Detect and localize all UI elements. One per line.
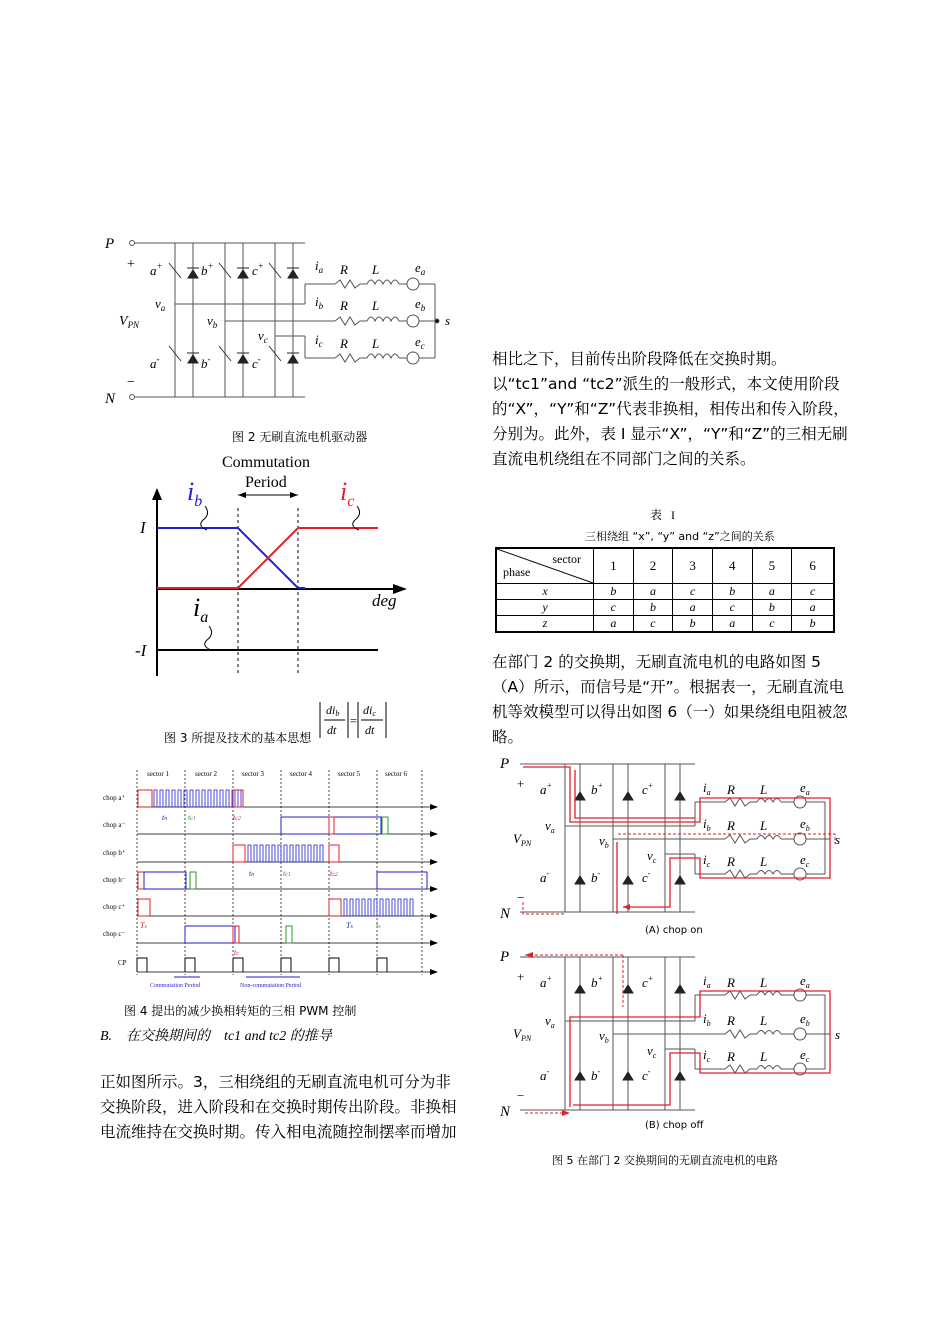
svg-text:ib: $i_b$ bbox=[703, 1011, 711, 1028]
svg-text:vc: $v_c$ bbox=[647, 848, 657, 865]
svg-text:ea: $e_a$ bbox=[800, 973, 810, 990]
period-label: Period bbox=[245, 474, 287, 491]
svg-text:va: $v_a$ bbox=[545, 818, 555, 835]
svg-text:vc: $v_c$ bbox=[647, 1043, 657, 1060]
svg-text:P: P bbox=[105, 236, 115, 252]
svg-text:b-: b- bbox=[591, 869, 601, 885]
table-sector-3: 3 bbox=[673, 548, 713, 584]
svg-text:R: R bbox=[727, 1013, 735, 1028]
svg-text:−: − bbox=[517, 1088, 525, 1103]
svg-text:ib bbox=[187, 477, 202, 510]
svg-text:s: s bbox=[445, 313, 451, 328]
svg-text:P: P bbox=[500, 949, 510, 965]
row-chop-c-plus: chop c⁺ bbox=[103, 903, 126, 911]
svg-text:b-: b- bbox=[201, 354, 211, 371]
svg-text:ic: $i_c$ bbox=[703, 852, 711, 869]
svg-text:ia: $i_a$ bbox=[315, 258, 324, 275]
svg-text:Ts: Ts bbox=[346, 921, 353, 930]
svg-text:R: R bbox=[727, 782, 735, 797]
svg-text:tc1: tc1 bbox=[188, 813, 196, 822]
svg-text:a-: a- bbox=[540, 1067, 550, 1083]
svg-text:L: L bbox=[760, 1049, 768, 1064]
non-commutation-period-label: Non-commutation Period bbox=[240, 983, 302, 989]
table-sector-4: 4 bbox=[712, 548, 752, 584]
svg-text:c+: c+ bbox=[642, 974, 654, 990]
ib-sub: b bbox=[194, 493, 203, 510]
svg-text:dt: dt bbox=[327, 723, 337, 737]
table-sector-6: 6 bbox=[792, 548, 834, 584]
figure-5-caption: 图 5 在部门 2 交换期间的无刷直流电机的电路 bbox=[552, 1154, 778, 1167]
figure-5a-circuit bbox=[495, 752, 855, 922]
figure-4-caption: 图 4 提出的减少换相转矩的三相 PWM 控制 bbox=[124, 1004, 357, 1018]
svg-text:vc: $v_c$ bbox=[258, 328, 268, 345]
figure-3-chart bbox=[135, 448, 425, 676]
right-paragraph-2: 在部门 2 的交换期，无刷直流电机的电路如图 5（A）所示，而信号是“开”。根据表一，无刷直流电机等效模型可以得出如图 6（一）如果绕组电阻被忽略。 bbox=[492, 653, 848, 746]
table-row: y c b a c b a bbox=[496, 600, 834, 616]
table-sector-2: 2 bbox=[633, 548, 673, 584]
table-1 bbox=[495, 547, 835, 633]
svg-text:tc2: tc2 bbox=[330, 869, 338, 878]
table-corner-sector: sector bbox=[552, 552, 581, 566]
sector-2: sector 2 bbox=[195, 770, 217, 778]
svg-text:Ts: Ts bbox=[140, 921, 147, 930]
svg-text:VPN: $V_{PN}$ bbox=[513, 831, 532, 848]
row-chop-a-minus: chop a⁻ bbox=[103, 821, 126, 829]
svg-text:dt: dt bbox=[365, 723, 375, 737]
figure-5a-label: (A) chop on bbox=[645, 925, 703, 936]
svg-text:−: − bbox=[127, 375, 135, 390]
svg-text:+: + bbox=[517, 969, 525, 984]
svg-text:ic: $i_c$ bbox=[315, 332, 323, 349]
svg-text:VPN: $V_{PN}$ bbox=[119, 314, 140, 330]
row-chop-c-minus: chop c⁻ bbox=[103, 930, 126, 938]
sector-5: sector 5 bbox=[338, 770, 360, 778]
svg-text:+: + bbox=[127, 257, 135, 272]
I-label: I bbox=[140, 518, 146, 537]
svg-text:L: L bbox=[760, 975, 768, 990]
svg-text:N: N bbox=[500, 1104, 511, 1120]
svg-text:R: R bbox=[727, 818, 735, 833]
figure-2-circuit bbox=[95, 228, 475, 408]
svg-text:ts: ts bbox=[376, 921, 381, 930]
svg-text:b+: b+ bbox=[201, 261, 214, 278]
negI-label: -I bbox=[135, 641, 147, 660]
ic-label: i bbox=[340, 477, 348, 506]
row-chop-b-minus: chop b⁻ bbox=[103, 876, 126, 884]
svg-text:tn: tn bbox=[249, 869, 255, 878]
sector-3: sector 3 bbox=[242, 770, 264, 778]
svg-text:b+: b+ bbox=[591, 974, 603, 990]
svg-text:ia bbox=[193, 593, 208, 626]
svg-text:tn: tn bbox=[162, 813, 168, 822]
figure-3-caption: 图 3 所提及技术的基本思想 bbox=[164, 731, 312, 745]
svg-text:ib: $i_b$ bbox=[703, 816, 711, 833]
svg-text:R: R bbox=[727, 854, 735, 869]
table-label: 表 I bbox=[650, 508, 675, 522]
svg-text:L: L bbox=[760, 854, 768, 869]
svg-text:ia: $i_a$ bbox=[703, 973, 711, 990]
svg-text:a+: a+ bbox=[150, 261, 163, 278]
table-row: x b a c b a c bbox=[496, 584, 834, 600]
table-corner-phase: phase bbox=[503, 565, 531, 579]
svg-text:R: R bbox=[727, 975, 735, 990]
right-paragraph-1: 相比之下，目前传出阶段降低在交换时期。以“tc1”and “tc2”派生的一般形式，本文使用阶段的“X”，“Y”和“Z”代表非换相，相传出和传入阶段，分别为。此外，表 I 显示“X”，“Y”和“Z”的三相无刷直流电机绕组在不同部门之间的关系。 bbox=[492, 350, 849, 468]
svg-text:dic: dic bbox=[363, 703, 376, 718]
ia-sub: a bbox=[200, 609, 209, 626]
svg-text:L: L bbox=[760, 782, 768, 797]
row-cp: CP bbox=[118, 959, 127, 967]
svg-text:vb: $v_b$ bbox=[207, 313, 218, 330]
svg-text:ic: $i_c$ bbox=[703, 1047, 711, 1064]
svg-text:R: R bbox=[727, 1049, 735, 1064]
svg-text:VPN: $V_{PN}$ bbox=[513, 1026, 532, 1043]
svg-text:tc: tc bbox=[234, 948, 239, 957]
svg-text:−: − bbox=[517, 890, 525, 905]
svg-text:ea: $e_a$ bbox=[800, 780, 810, 797]
svg-text:c-: c- bbox=[642, 1067, 651, 1083]
svg-text:eb: $e_b$ bbox=[800, 816, 810, 833]
figure-3-formula bbox=[318, 700, 388, 746]
svg-text:ea: $e_a$ bbox=[415, 260, 426, 277]
svg-text:eb: $e_b$ bbox=[415, 296, 426, 313]
ic-sub: c bbox=[347, 493, 355, 510]
table-row: z a c b a c b bbox=[496, 616, 834, 633]
left-paragraph: 正如图所示。3，三相绕组的无刷直流电机可分为非交换阶段，进入阶段和在交换时期传出阶段。非换相电流维持在交换时期。传入相电流随控制摆率而增加 bbox=[100, 1073, 457, 1141]
sector-4: sector 4 bbox=[290, 770, 312, 778]
svg-text:a+: a+ bbox=[540, 974, 552, 990]
svg-text:c+: c+ bbox=[252, 261, 264, 278]
figure-2-caption: 图 2 无刷直流电机驱动器 bbox=[232, 430, 368, 444]
svg-text:N: N bbox=[500, 906, 511, 922]
svg-text:ec: $e_c$ bbox=[800, 852, 810, 869]
svg-text:L: L bbox=[372, 336, 380, 351]
section-heading: B. 在交换期间的 tc1 and tc2 的推导 bbox=[100, 1029, 332, 1044]
svg-text:L: L bbox=[760, 1013, 768, 1028]
commutation-period-label: Commutation Period bbox=[150, 983, 201, 989]
row-chop-a-plus: chop a⁺ bbox=[103, 794, 126, 802]
svg-text:va: $v_a$ bbox=[155, 296, 166, 313]
deg-label: deg bbox=[372, 591, 397, 610]
svg-text:tc1: tc1 bbox=[283, 869, 291, 878]
table-sector-1: 1 bbox=[594, 548, 634, 584]
svg-text:va: $v_a$ bbox=[545, 1013, 555, 1030]
svg-text:a-: a- bbox=[150, 354, 160, 371]
svg-text:L: L bbox=[372, 262, 380, 277]
svg-text:ec: $e_c$ bbox=[800, 1047, 810, 1064]
svg-text:a+: a+ bbox=[540, 781, 552, 797]
svg-text:N: N bbox=[105, 391, 116, 407]
svg-text:=: = bbox=[349, 713, 358, 728]
svg-text:ib: $i_b$ bbox=[315, 294, 324, 311]
svg-text:vb: $v_b$ bbox=[599, 1028, 609, 1045]
svg-text:ic bbox=[340, 477, 354, 510]
svg-text:c+: c+ bbox=[642, 781, 654, 797]
svg-text:vb: $v_b$ bbox=[599, 833, 609, 850]
row-chop-b-plus: chop b⁺ bbox=[103, 849, 126, 857]
svg-text:a-: a- bbox=[540, 869, 550, 885]
svg-text:ec: $e_c$ bbox=[415, 334, 425, 351]
svg-text:s: s bbox=[835, 1027, 841, 1042]
svg-text:tc2: tc2 bbox=[233, 813, 241, 822]
svg-text:dib: dib bbox=[326, 703, 340, 718]
svg-text:R: R bbox=[340, 336, 348, 351]
table-sector-5: 5 bbox=[752, 548, 792, 584]
figure-5b-label: (B) chop off bbox=[645, 1120, 704, 1131]
svg-text:R: R bbox=[340, 298, 348, 313]
sector-6: sector 6 bbox=[385, 770, 407, 778]
svg-text:b-: b- bbox=[591, 1067, 601, 1083]
svg-text:c-: c- bbox=[642, 869, 651, 885]
figure-5b-circuit bbox=[495, 945, 855, 1120]
ia-label: i bbox=[193, 593, 201, 622]
sector-1: sector 1 bbox=[147, 770, 169, 778]
ib-label: i bbox=[187, 477, 195, 506]
svg-text:s: s bbox=[835, 832, 841, 847]
svg-text:P: P bbox=[500, 756, 510, 772]
svg-text:R: R bbox=[340, 262, 348, 277]
svg-text:ia: $i_a$ bbox=[703, 780, 711, 797]
svg-text:L: L bbox=[760, 818, 768, 833]
table-title: 三相绕组 “x”, “y” and “z”之间的关系 bbox=[585, 530, 775, 543]
svg-text:c-: c- bbox=[252, 354, 261, 371]
svg-text:L: L bbox=[372, 298, 380, 313]
svg-text:+: + bbox=[517, 776, 525, 791]
svg-text:b+: b+ bbox=[591, 781, 603, 797]
commutation-label: Commutation bbox=[222, 454, 310, 471]
figure-4-waveforms bbox=[100, 765, 445, 995]
svg-text:eb: $e_b$ bbox=[800, 1011, 810, 1028]
